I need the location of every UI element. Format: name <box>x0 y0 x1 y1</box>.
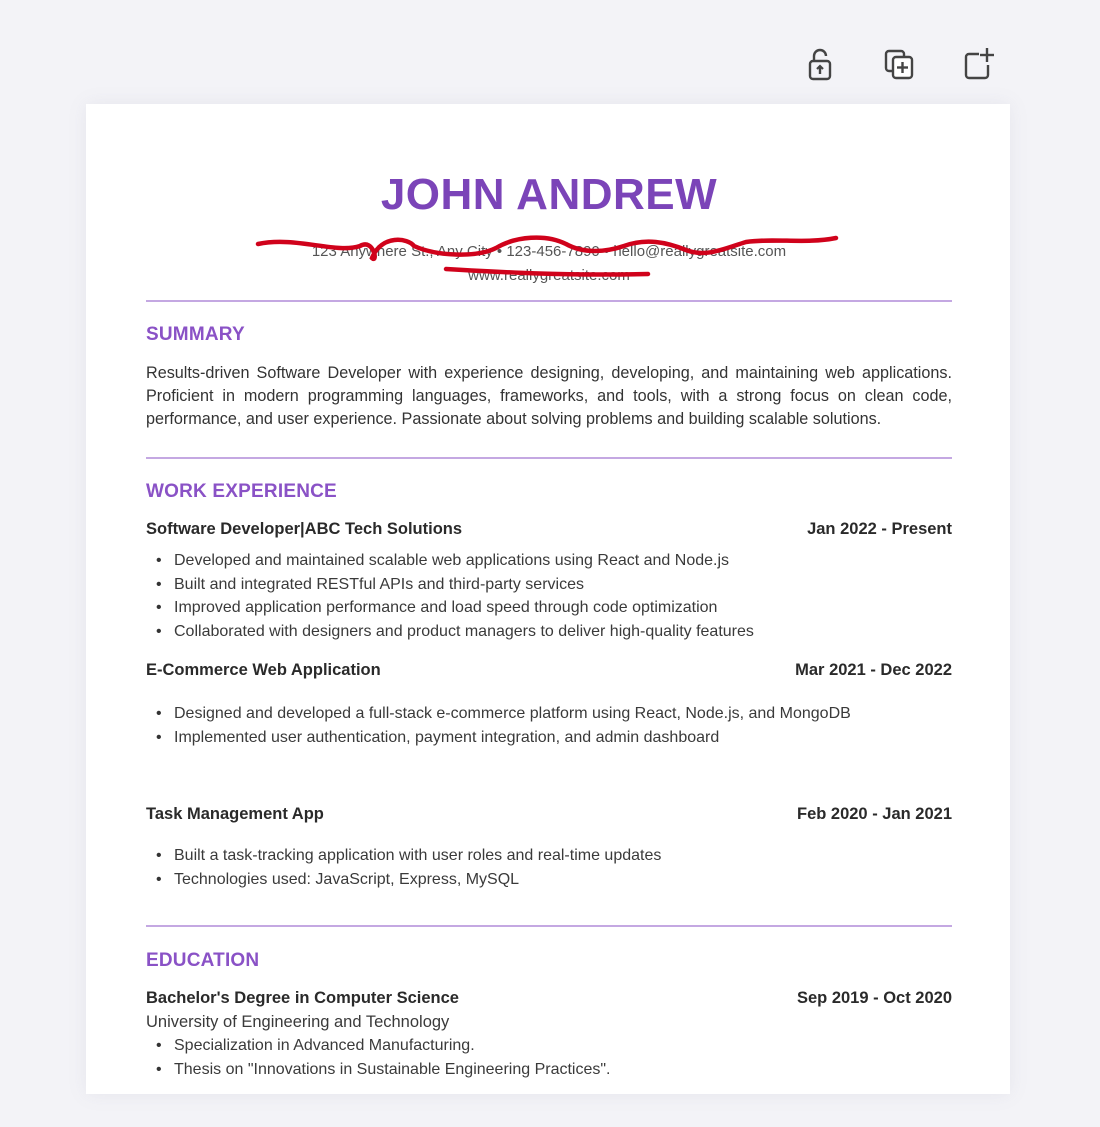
school-name: University of Engineering and Technology <box>146 1013 450 1031</box>
bullet-item: • Improved application performance and load speed through code optimization <box>146 596 952 620</box>
project-bullets <box>146 702 886 749</box>
page-toolbar <box>790 38 1010 90</box>
add-page-button[interactable] <box>950 38 1006 90</box>
job-bullets <box>146 549 952 643</box>
duplicate-page-button[interactable] <box>871 38 927 90</box>
project-date: Feb 2020 - Jan 2021 <box>796 805 952 823</box>
unlock-button[interactable] <box>792 38 848 90</box>
divider <box>146 925 952 927</box>
work-experience-heading: WORK EXPERIENCE <box>146 481 337 502</box>
summary-text: Results-driven Software Developer with experience designing, developing, and maintaining web applications. Proficient in modern programming languages, frameworks, and tools, with a strong focus on clean code, performance, and user experience. Passionate about solving problems and building scalable solutions. <box>146 364 952 428</box>
resume-page[interactable] <box>86 104 1010 1094</box>
job-title: Software Developer|ABC Tech Solutions <box>146 520 463 538</box>
website-line: www.reallygreatsite.com <box>468 267 630 284</box>
bullet-item: • Built and integrated RESTful APIs and third-party services <box>146 573 952 597</box>
contact-line: 123 Anywhere St., Any City • 123-456-7890 • hello@reallygreatsite.com <box>311 243 787 260</box>
duplicate-page-icon <box>880 45 918 83</box>
project-date: Mar 2021 - Dec 2022 <box>795 661 952 679</box>
bullet-item: • Technologies used: JavaScript, Express, MySQL <box>146 868 952 892</box>
bullet-item: • Developed and maintained scalable web applications using React and Node.js <box>146 549 952 573</box>
summary-heading: SUMMARY <box>146 324 245 345</box>
bullet-item: • Built a task-tracking application with user roles and real-time updates <box>146 844 952 868</box>
project-title: Task Management App <box>146 805 324 823</box>
project-bullets <box>146 844 952 891</box>
degree-title: Bachelor's Degree in Computer Science <box>146 989 459 1007</box>
project-title: E-Commerce Web Application <box>146 661 381 679</box>
bullet-item: • Designed and developed a full-stack e-commerce platform using React, Node.js, and MongoDB <box>146 702 886 726</box>
resume-name: JOHN ANDREW <box>380 170 718 219</box>
add-page-icon <box>959 45 997 83</box>
project-entry-header <box>146 805 952 824</box>
education-bullets <box>146 1034 952 1081</box>
bullet-item: • Thesis on "Innovations in Sustainable Engineering Practices". <box>146 1058 952 1082</box>
divider <box>146 300 952 302</box>
bullet-item: • Specialization in Advanced Manufacturing. <box>146 1034 952 1058</box>
bullet-item: • Collaborated with designers and product managers to deliver high-quality features <box>146 620 952 644</box>
bullet-item: • Implemented user authentication, payment integration, and admin dashboard <box>146 726 886 750</box>
job-date: Jan 2022 - Present <box>807 520 952 538</box>
project-entry-header <box>146 661 952 680</box>
divider <box>146 457 952 459</box>
redaction-scribble <box>146 224 952 284</box>
education-date: Sep 2019 - Oct 2020 <box>796 989 952 1007</box>
education-heading: EDUCATION <box>146 950 260 971</box>
unlock-icon <box>801 45 839 83</box>
education-entry-header <box>146 989 952 1008</box>
job-entry-header <box>146 520 952 539</box>
